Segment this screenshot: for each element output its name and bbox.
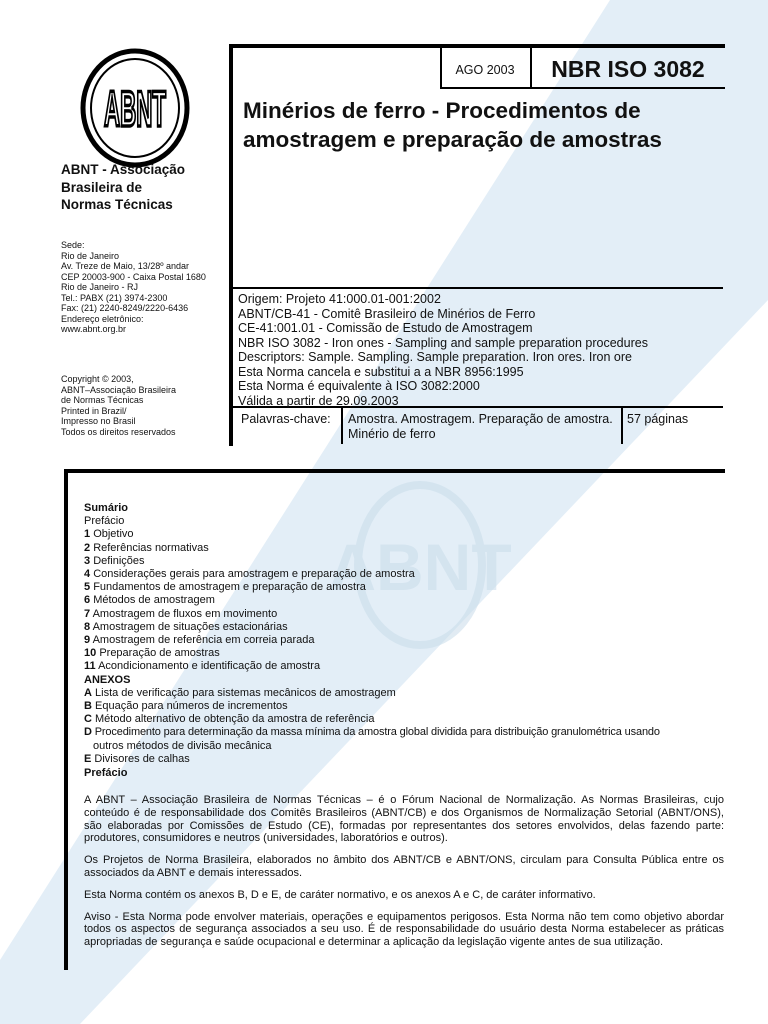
toc-item[interactable] — [84, 594, 734, 607]
toc-item[interactable] — [84, 660, 734, 673]
toc-item[interactable] — [84, 568, 734, 581]
annex-letter: D — [84, 726, 92, 739]
toc-item-label: Objetivo — [93, 528, 134, 541]
copyright-line: Copyright © 2003, — [61, 374, 134, 384]
copyright-line: ABNT–Associação Brasileira — [61, 384, 177, 395]
abnt-logo — [80, 48, 190, 168]
toc-item-label: Preparação de amostras — [99, 647, 220, 660]
toc-preface[interactable]: Prefácio — [84, 515, 125, 528]
address-line: Av. Treze de Maio, 13/28º andar — [61, 261, 190, 271]
address-line: Tel.: PABX (21) 3974-2300 — [61, 292, 168, 303]
toc-item-number: 10 — [84, 647, 97, 660]
preface-paragraph: A ABNT – Associação Brasileira de Normas Técnicas – é o Fórum Nacional de Normalização. As Normas Brasileiras, cujo conteúdo é de responsabilidade dos Comitês Brasileiros (ABNT/CB) e dos Organismos de Normalização Setorial (ABNT/ONS), são elaboradas por Comissões de Estudo (CE), formadas por representantes dos setores envolvidos, delas fazendo parte: produtores, consumidores e neutros (universidades, laboratórios e outros). — [84, 794, 724, 845]
toc-item-number: 11 — [84, 660, 96, 673]
toc-item-number: 5 — [84, 581, 91, 594]
info-divider-top — [233, 287, 723, 289]
info-line: Descriptors: Sample. Sampling. Sample preparation. Iron ores. Iron ore — [238, 350, 632, 364]
toc-item-number: 3 — [84, 554, 91, 567]
publication-date: AGO 2003 — [455, 63, 515, 77]
frame-top-rule — [229, 44, 725, 48]
preface-paragraph: Os Projetos de Norma Brasileira, elaborados no âmbito dos ABNT/CB e ABNT/ONS, circulam para Consulta Pública entre os associados da ABNT e demais interessados. — [84, 854, 724, 879]
annex-letter: B — [84, 700, 92, 713]
standard-code: NBR ISO 3082 — [551, 56, 705, 82]
toc-item-number: 4 — [84, 568, 91, 581]
address-line: Rio de Janeiro - RJ — [61, 282, 139, 292]
website-link[interactable]: www.abnt.org.br — [61, 324, 127, 334]
copyright-block — [61, 374, 231, 437]
address-line: Endereço eletrônico: — [61, 313, 144, 324]
annex-item[interactable] — [84, 713, 734, 726]
org-address — [61, 240, 231, 335]
copyright-line: Todos os direitos reservados — [61, 426, 176, 437]
toc-item-number: 9 — [84, 634, 91, 647]
annex-label: Lista de verificação para sistemas mecânicos de amostragem — [95, 686, 396, 699]
org-name-line: Normas Técnicas — [61, 197, 173, 212]
copyright-line: Printed in Brazil/ — [61, 405, 127, 416]
keywords-col-right — [621, 406, 623, 444]
toc-item-label: Acondicionamento e identificação de amostra — [98, 660, 321, 673]
header-bottom-rule — [64, 469, 725, 473]
toc-item-number: 8 — [84, 620, 91, 633]
toc-item[interactable] — [84, 542, 734, 555]
toc-item[interactable] — [84, 555, 734, 568]
table-of-contents — [84, 502, 734, 780]
annex-item-continuation: outros métodos de divisão mecânica — [93, 739, 272, 752]
toc-item-number: 2 — [84, 541, 91, 554]
annex-letter: C — [84, 713, 92, 726]
annex-item[interactable] — [84, 687, 734, 700]
info-line: Válida a partir de 29.09.2003 — [238, 393, 399, 408]
toc-item-label: Métodos de amostragem — [93, 594, 215, 607]
info-line: CE-41:001.01 - Comissão de Estudo de Amostragem — [238, 321, 533, 335]
annex-letter: A — [84, 686, 92, 699]
info-line: NBR ISO 3082 - Iron ones - Sampling and sample preparation procedures — [238, 335, 648, 350]
address-line: Sede: — [61, 240, 85, 250]
body-left-rule — [64, 469, 68, 970]
address-line: CEP 20003-900 - Caixa Postal 1680 — [61, 271, 206, 282]
annex-heading: ANEXOS — [84, 673, 131, 686]
annex-label: Procedimento para determinação da massa mínima da amostra global dividida para distribuição granulométrica usando — [94, 726, 660, 739]
toc-item[interactable] — [84, 608, 734, 621]
toc-item-label: Definições — [93, 554, 145, 567]
preface-heading: Prefácio — [84, 767, 128, 780]
info-line: Esta Norma cancela e substitui a a NBR 8956:1995 — [238, 364, 524, 379]
org-name-line: ABNT - Associação — [61, 162, 186, 177]
annex-label: Equação para números de incrementos — [95, 700, 288, 713]
org-name — [61, 161, 231, 214]
toc-item[interactable] — [84, 621, 734, 634]
page-count: 57 páginas — [627, 412, 689, 426]
toc-item[interactable] — [84, 647, 734, 660]
address-line: Rio de Janeiro — [61, 250, 120, 261]
info-block — [238, 292, 723, 408]
preface-body — [84, 794, 724, 949]
preface-paragraph: Esta Norma contém os anexos B, D e E, de caráter normativo, e os anexos A e C, de caráter informativo. — [84, 888, 596, 901]
svg-text:ABNT: ABNT — [328, 530, 512, 604]
info-line: Esta Norma é equivalente à ISO 3082:2000 — [238, 379, 480, 393]
toc-heading: Sumário — [84, 502, 129, 514]
toc-item-label: Considerações gerais para amostragem e preparação de amostra — [93, 568, 415, 581]
annex-label: Método alternativo de obtenção da amostra de referência — [95, 713, 375, 726]
keywords-col-left — [341, 406, 343, 444]
document-title: Minérios de ferro - Procedimentos de amostragem e preparação de amostras — [243, 98, 662, 152]
toc-item-label: Amostragem de fluxos em movimento — [92, 607, 278, 620]
keywords-label: Palavras-chave: — [241, 412, 331, 426]
org-name-line: Brasileira de — [61, 179, 143, 195]
frame-left-rule — [229, 44, 233, 446]
info-line: Origem: Projeto 41:000.01-001:2002 — [238, 292, 441, 306]
toc-item-number: 1 — [84, 528, 91, 541]
toc-item-label: Fundamentos de amostragem e preparação de amostra — [93, 581, 366, 594]
title-divider — [440, 87, 725, 89]
copyright-line: de Normas Técnicas — [61, 395, 144, 405]
annex-letter: E — [84, 752, 92, 765]
annex-item[interactable] — [84, 726, 734, 739]
info-line: ABNT/CB-41 - Comitê Brasileiro de Minérios de Ferro — [238, 306, 536, 321]
toc-item-number: 6 — [84, 594, 91, 607]
annex-label: Divisores de calhas — [94, 752, 190, 765]
toc-item-label: Amostragem de situações estacionárias — [92, 620, 288, 633]
annex-item[interactable] — [84, 700, 734, 713]
copyright-line: Impresso no Brasil — [61, 416, 136, 426]
toc-item[interactable] — [84, 634, 734, 647]
toc-item[interactable] — [84, 528, 734, 541]
toc-item-number: 7 — [84, 607, 91, 620]
address-line: Fax: (21) 2240-8249/2220-6436 — [61, 303, 189, 313]
toc-item[interactable] — [84, 581, 734, 594]
toc-item-label: Amostragem de referência em correia parada — [92, 634, 315, 647]
svg-text:ABNT: ABNT — [104, 82, 166, 138]
toc-item-label: Referências normativas — [93, 541, 209, 554]
preface-paragraph: Aviso - Esta Norma pode envolver materiais, operações e equipamentos perigosos. Esta Norma não tem como objetivo abordar todos os aspectos de segurança associados a seu uso. É de responsabilidade do usuário desta Norma estabelecer as práticas apropriadas de segurança e saúde ocupacional e determinar a aplicação da legislação vigente antes de sua utilização. — [84, 910, 724, 949]
keywords-value: Amostra. Amostragem. Preparação de amostra. Minério de ferro — [348, 412, 613, 441]
annex-item[interactable] — [84, 753, 734, 766]
